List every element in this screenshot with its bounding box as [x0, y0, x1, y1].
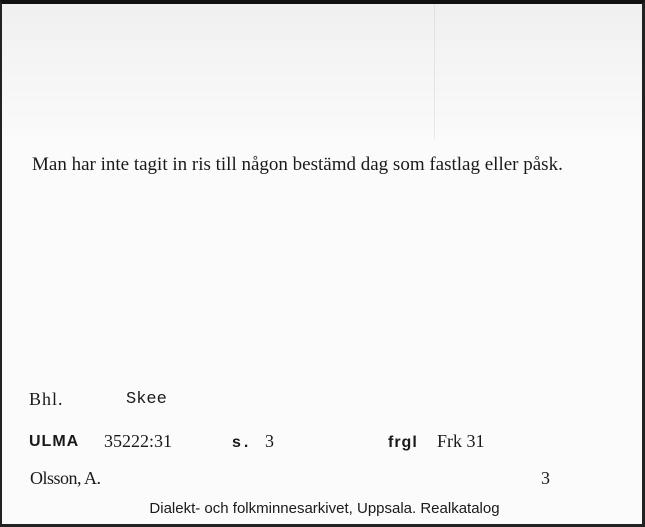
- bleed-through-area: [2, 4, 642, 134]
- archive-footer: [0, 499, 645, 519]
- question-label: frgl: [388, 434, 418, 451]
- author-name: Olsson, A.: [30, 468, 101, 488]
- page-number: 3: [265, 431, 274, 451]
- bleed-through-line: [434, 4, 435, 139]
- archive-label: ULMA: [29, 433, 80, 450]
- question-ref: Frk 31: [437, 431, 485, 451]
- card-body-text: Man har inte tagit in ris till någon bestämd dag som fastlag eller påsk.: [32, 154, 563, 175]
- card-number: 3: [541, 468, 550, 488]
- parish-name: Skee: [126, 390, 167, 409]
- archive-number: 35222:31: [104, 431, 173, 451]
- region-label: Bhl.: [29, 389, 64, 409]
- footer-text: Dialekt- och folkminnesarkivet, Uppsala. Realkatalog: [149, 500, 500, 517]
- page-label: s.: [232, 434, 252, 451]
